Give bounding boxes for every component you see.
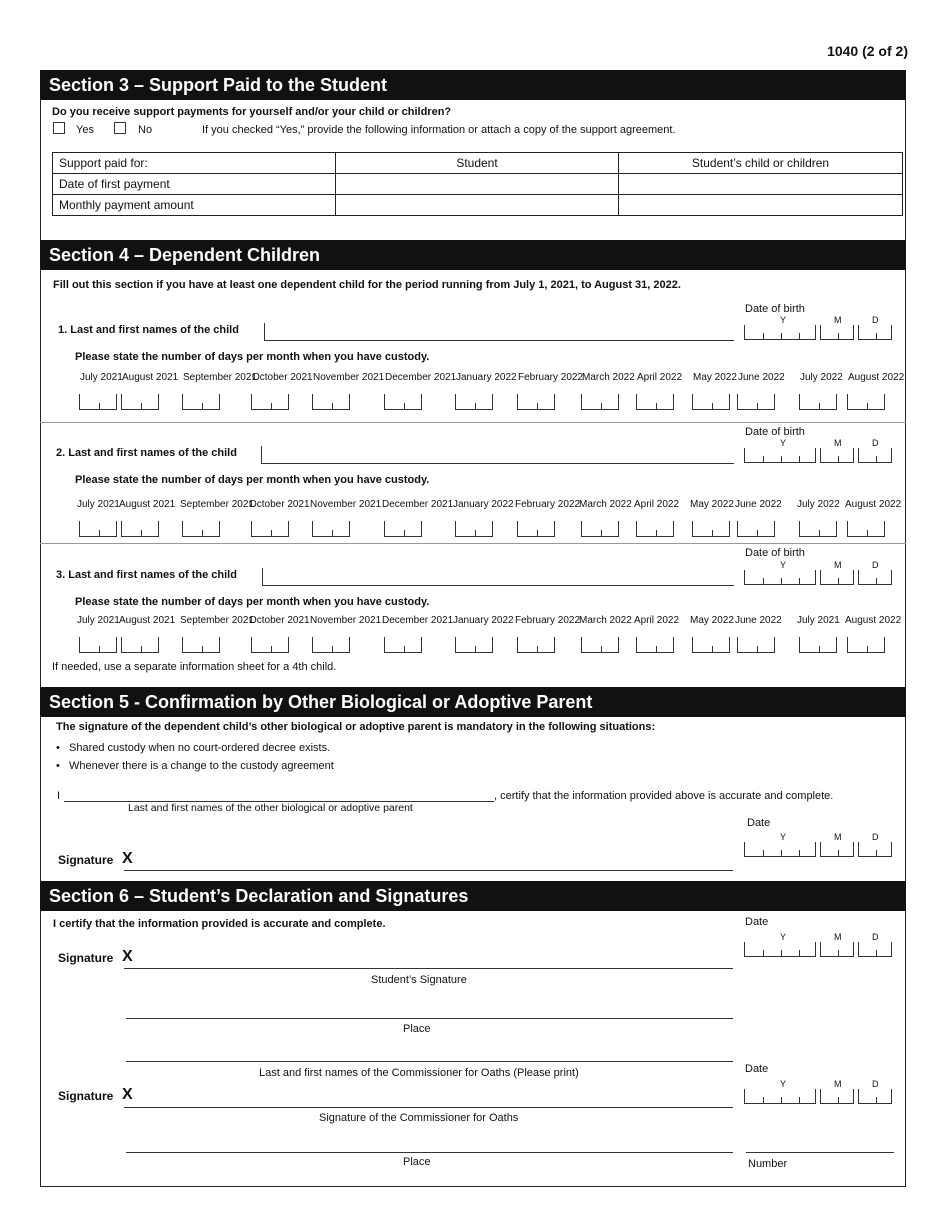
child3-label: 3. Last and first names of the child [56,569,237,581]
custody-days-input[interactable] [182,394,220,410]
child2-dob-input[interactable] [744,438,894,463]
student-date-input[interactable] [744,932,894,957]
support-question: Do you receive support payments for yourself and/or your child or children? [52,106,452,118]
bullet-item: • Shared custody when no court-ordered decree exists. [56,742,331,754]
row-label-monthly-amount: Monthly payment amount [53,195,336,216]
divider [40,543,906,544]
i-label: I [57,790,61,802]
commissioner-date-input[interactable] [744,1079,894,1104]
month-box[interactable] [820,842,854,857]
month-label: September 2021 [180,499,254,510]
month-label: June 2022 [735,615,782,626]
child1-label: 1. Last and first names of the child [58,324,239,336]
custody-days-input[interactable] [692,637,730,653]
date-label: Date [747,817,771,829]
month-label: November 2021 [310,615,382,626]
ymd-label: D [872,832,879,842]
day-box[interactable] [858,842,892,857]
monthly-amount-children-input[interactable] [619,195,903,216]
custody-days-input[interactable] [799,521,837,537]
custody-days-input[interactable] [517,637,555,653]
first-payment-children-input[interactable] [619,174,903,195]
signature-label: Signature [58,951,114,965]
custody-days-input[interactable] [384,637,422,653]
ymd-label: D [872,315,879,325]
year-box[interactable] [744,1089,816,1104]
month-label: May 2022 [690,499,734,510]
parent-certify-text: , certify that the information provided above is accurate and complete. [494,790,834,802]
custody-days-input[interactable] [79,521,117,537]
number-caption: Number [748,1158,788,1170]
month-label: February 2022 [515,615,581,626]
custody-days-input[interactable] [737,521,775,537]
year-box[interactable] [744,842,816,857]
month-label: August 2022 [845,615,902,626]
year-box[interactable] [744,448,816,463]
student-signature-caption: Student’s Signature [371,974,467,986]
custody-days-input[interactable] [847,521,885,537]
month-label: January 2022 [453,615,514,626]
custody-days-input[interactable] [692,521,730,537]
bullet-text: Whenever there is a change to the custody agreement [69,760,334,772]
custody-days-input[interactable] [636,637,674,653]
custody-days-input[interactable] [636,521,674,537]
month-label: February 2022 [515,499,581,510]
commissioner-place-line[interactable] [126,1152,733,1153]
table-row [53,174,903,195]
row-label-first-payment: Date of first payment [53,174,336,195]
section3-title: Section 3 – Support Paid to the Student [40,70,906,100]
day-box[interactable] [858,942,892,957]
section4-intro: Fill out this section if you have at least one dependent child for the period running from July 1, 2021, to August 31, 2022. [53,279,681,291]
custody-days-input[interactable] [737,394,775,410]
custody-days-input[interactable] [312,394,350,410]
custody-days-input[interactable] [799,637,837,653]
month-label: August 2022 [848,372,905,383]
month-label: March 2022 [579,499,632,510]
month-label: June 2022 [735,499,782,510]
ymd-label: M [834,315,842,325]
month-box[interactable] [820,942,854,957]
support-instruction: If you checked “Yes,” provide the following information or attach a copy of the support agreement. [202,124,676,136]
table-header-row [53,153,903,174]
commissioner-name-line[interactable] [126,1061,733,1062]
ymd-label: Y [780,832,787,842]
yes-checkbox[interactable] [53,122,65,134]
month-label: July 2021 [797,615,840,626]
custody-days-input[interactable] [455,637,493,653]
custody-days-input[interactable] [517,521,555,537]
page-number: 1040 (2 of 2) [827,43,908,59]
month-label: March 2022 [582,372,635,383]
ymd-label: Y [780,560,787,570]
custody-days-input[interactable] [182,637,220,653]
custody-days-input[interactable] [581,637,619,653]
month-label: December 2021 [382,499,454,510]
custody-days-input[interactable] [384,521,422,537]
ymd-label: Y [780,438,787,448]
section6-title: Section 6 – Student’s Declaration and Signatures [40,881,906,911]
custody-days-input[interactable] [636,394,674,410]
month-label: November 2021 [313,372,385,383]
form-frame [40,70,906,1187]
year-box[interactable] [744,325,816,340]
ymd-label: D [872,1079,879,1089]
month-label: May 2022 [690,615,734,626]
signature-x-mark: X [122,948,133,965]
no-label: No [138,124,153,136]
year-box[interactable] [744,570,816,585]
dob-label: Date of birth [745,303,805,315]
month-label: July 2022 [800,372,843,383]
no-checkbox[interactable] [114,122,126,134]
ymd-label: M [834,438,842,448]
ymd-label: Y [780,1079,787,1089]
month-label: August 2021 [122,372,179,383]
month-box[interactable] [820,1089,854,1104]
month-label: July 2021 [77,615,120,626]
child2-name-input[interactable] [261,446,734,464]
signature-x-mark: X [122,850,133,867]
child3-name-input[interactable] [262,568,734,586]
day-box[interactable] [858,325,892,340]
table-header-cell: Support paid for: [53,153,336,174]
month-label: December 2021 [382,615,454,626]
custody-days-input[interactable] [121,637,159,653]
date-label: Date [745,1063,769,1075]
parent-name-caption: Last and first names of the other biological or adoptive parent [128,802,413,814]
section5-intro: The signature of the dependent child’s other biological or adoptive parent is mandatory in the following situations: [56,721,656,733]
month-label: September 2021 [183,372,257,383]
month-label: October 2021 [249,615,310,626]
commissioner-name-caption: Last and first names of the Commissioner for Oaths (Please print) [259,1067,579,1079]
custody-days-input[interactable] [799,394,837,410]
month-label: January 2022 [453,499,514,510]
custody-days-input[interactable] [384,394,422,410]
custody-days-input[interactable] [517,394,555,410]
custody-days-input[interactable] [121,394,159,410]
child2-label: 2. Last and first names of the child [56,447,237,459]
month-label: December 2021 [385,372,457,383]
monthly-amount-student-input[interactable] [336,195,619,216]
parent-signature-line[interactable] [124,870,733,871]
month-label: June 2022 [738,372,785,383]
ymd-label: D [872,438,879,448]
signature-label: Signature [58,853,114,867]
custody-days-input[interactable] [121,521,159,537]
child1-dob-input[interactable] [744,315,894,340]
custody-days-input[interactable] [312,521,350,537]
custody-days-input[interactable] [182,521,220,537]
custody-days-input[interactable] [312,637,350,653]
custody-days-input[interactable] [581,521,619,537]
month-label: August 2021 [119,615,176,626]
month-box[interactable] [820,570,854,585]
date-label: Date [745,916,769,928]
child2-custody-prompt: Please state the number of days per month when you have custody. [75,474,430,486]
month-label: November 2021 [310,499,382,510]
custody-days-input[interactable] [79,394,117,410]
month-label: August 2021 [119,499,176,510]
month-label: July 2021 [77,499,120,510]
student-place-line[interactable] [126,1018,733,1019]
day-box[interactable] [858,448,892,463]
month-box[interactable] [820,325,854,340]
dob-label: Date of birth [745,426,805,438]
signature-label: Signature [58,1089,114,1103]
custody-days-input[interactable] [692,394,730,410]
commissioner-signature-line[interactable] [124,1107,733,1108]
custody-days-input[interactable] [847,637,885,653]
year-box[interactable] [744,942,816,957]
month-label: April 2022 [634,615,680,626]
bullet-text: Shared custody when no court-ordered decree exists. [69,742,331,754]
child3-dob-input[interactable] [744,560,894,585]
student-certify: I certify that the information provided is accurate and complete. [53,918,386,930]
child1-name-input[interactable] [264,323,734,341]
ymd-label: M [834,560,842,570]
custody-days-input[interactable] [455,521,493,537]
custody-days-input[interactable] [251,637,289,653]
month-label: July 2022 [797,499,840,510]
ymd-label: M [834,832,842,842]
commissioner-signature-caption: Signature of the Commissioner for Oaths [319,1112,519,1124]
student-signature-line[interactable] [124,968,733,969]
parent-date-input[interactable] [744,832,894,857]
divider [40,422,906,423]
month-label: July 2021 [80,372,123,383]
custody-days-input[interactable] [455,394,493,410]
day-box[interactable] [858,570,892,585]
custody-days-input[interactable] [251,394,289,410]
custody-days-input[interactable] [251,521,289,537]
dob-label: Date of birth [745,547,805,559]
place-caption: Place [403,1023,431,1035]
month-label: April 2022 [634,499,680,510]
month-box[interactable] [820,448,854,463]
month-label: April 2022 [637,372,683,383]
bullet-item: • Whenever there is a change to the custody agreement [56,760,334,772]
custody-days-input[interactable] [79,637,117,653]
custody-days-input[interactable] [847,394,885,410]
month-label: October 2021 [252,372,313,383]
first-payment-student-input[interactable] [336,174,619,195]
month-label: February 2022 [518,372,584,383]
signature-x-mark: X [122,1086,133,1103]
month-label: May 2022 [693,372,737,383]
child1-custody-prompt: Please state the number of days per month when you have custody. [75,351,430,363]
ymd-label: D [872,560,879,570]
month-label: October 2021 [249,499,310,510]
day-box[interactable] [858,1089,892,1104]
month-label: August 2022 [845,499,902,510]
custody-days-input[interactable] [737,637,775,653]
month-label: January 2022 [456,372,517,383]
ymd-label: M [834,932,842,942]
fourth-child-note: If needed, use a separate information sheet for a 4th child. [52,661,337,673]
support-table [52,152,903,216]
table-row [53,195,903,216]
ymd-label: D [872,932,879,942]
yes-label: Yes [76,124,94,136]
ymd-label: Y [780,932,787,942]
child3-custody-prompt: Please state the number of days per month when you have custody. [75,596,430,608]
table-header-cell: Student’s child or children [619,153,903,174]
ymd-label: Y [780,315,787,325]
table-header-cell: Student [336,153,619,174]
month-label: September 2021 [180,615,254,626]
ymd-label: M [834,1079,842,1089]
section4-title: Section 4 – Dependent Children [40,240,906,270]
number-line[interactable] [746,1152,894,1153]
place-caption: Place [403,1156,431,1168]
section5-title: Section 5 - Confirmation by Other Biological or Adoptive Parent [40,687,906,717]
month-label: March 2022 [579,615,632,626]
custody-days-input[interactable] [581,394,619,410]
